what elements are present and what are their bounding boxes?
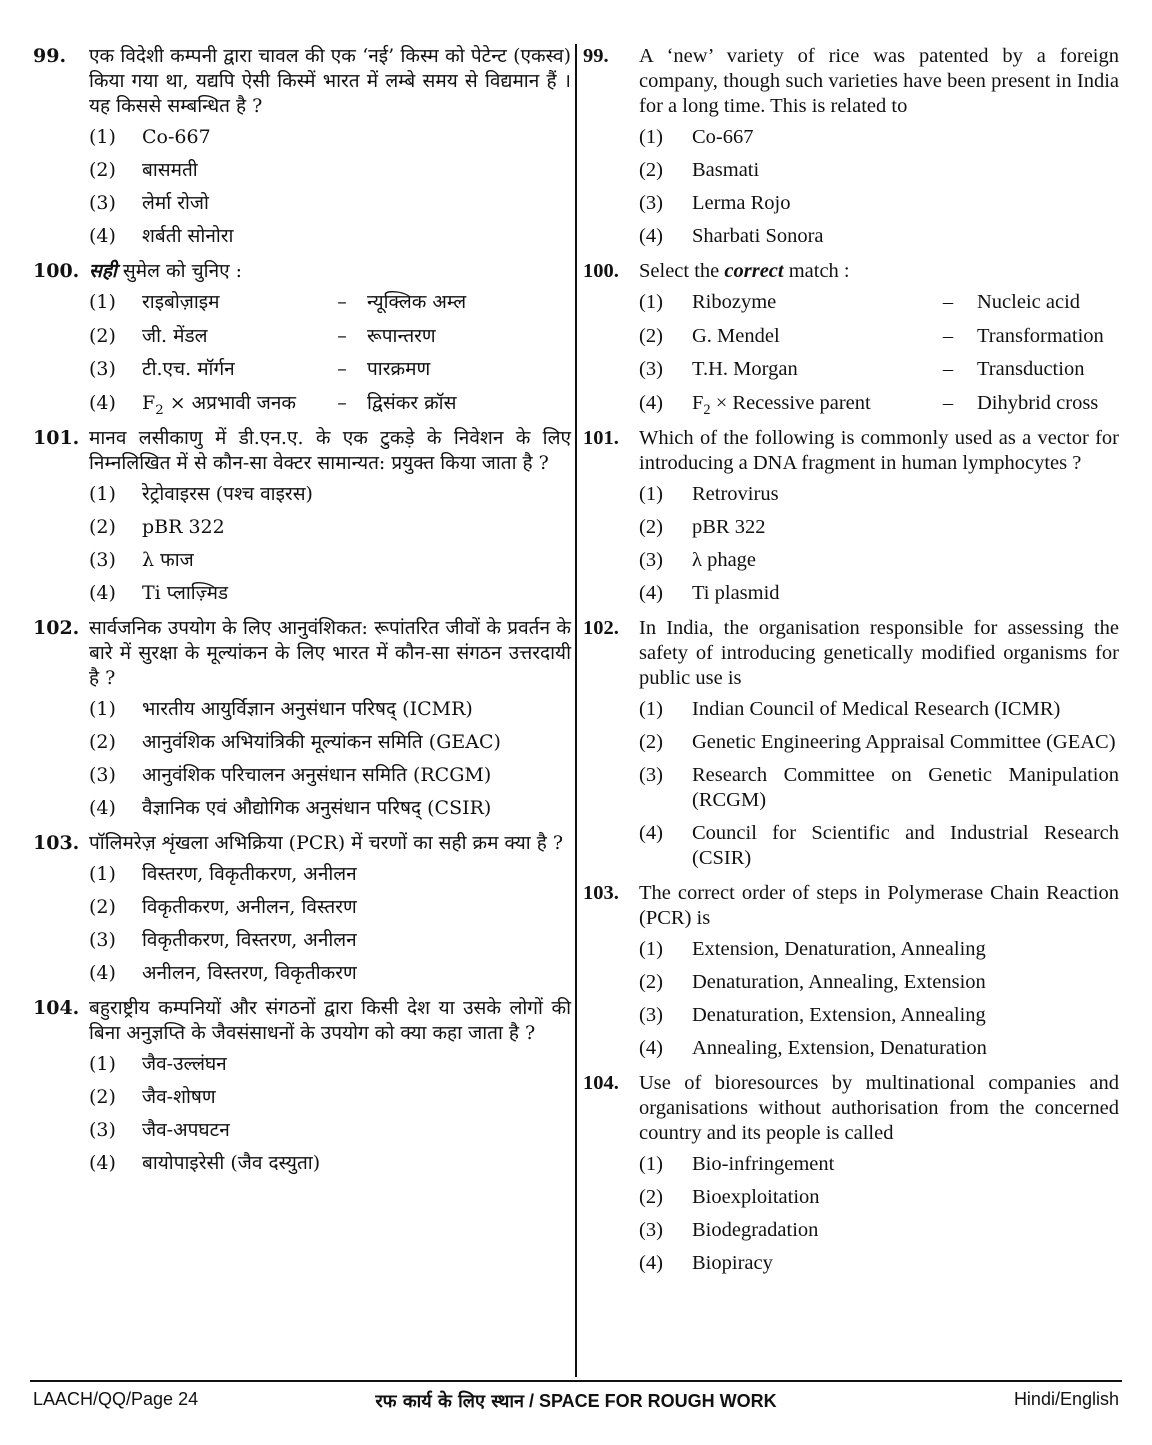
question-number: 102. xyxy=(33,616,80,639)
question-101-en xyxy=(583,426,1119,606)
question-103-hi xyxy=(33,831,571,986)
english-column xyxy=(583,44,1119,1286)
match-row: (1) Ribozyme – Nucleic acid xyxy=(639,291,1081,313)
option: (4) Ti प्लाज़्मिड xyxy=(89,581,229,604)
match-row: (1) राइबोज़ाइम – न्यूक्लिक अम्ल xyxy=(89,291,467,313)
column-divider xyxy=(575,44,577,1377)
match-row: (3) टी.एच. मॉर्गन – पारक्रमण xyxy=(89,358,431,380)
option: (1) Extension, Denaturation, Annealing xyxy=(639,937,986,960)
match-row: (2) G. Mendel – Transformation xyxy=(639,324,1104,347)
question-104-en xyxy=(583,1071,1119,1276)
option: (3) Lerma Rojo xyxy=(639,192,791,214)
option: (4) Biopiracy xyxy=(639,1251,773,1274)
option: (3) Research Committee on Genetic Manipulation (RCGM) xyxy=(639,763,1119,811)
option: (3) Biodegradation xyxy=(639,1218,819,1241)
question-text: Use of bioresources by multinational companies and organisations without authorisation from the concerned country and its people is called xyxy=(639,1071,1119,1144)
hindi-column xyxy=(33,44,571,1186)
question-number: 101. xyxy=(583,426,619,449)
question-text: सही सुमेल को चुनिए : xyxy=(89,260,243,282)
option: (4) अनीलन, विस्तरण, विकृतीकरण xyxy=(89,961,357,984)
option: (1) विस्तरण, विकृतीकरण, अनीलन xyxy=(89,862,357,885)
option: (3) λ फाज xyxy=(89,548,194,571)
match-row: (3) T.H. Morgan – Transduction xyxy=(639,358,1085,380)
option: (2) Genetic Engineering Appraisal Committee (GEAC) xyxy=(639,730,1116,753)
question-text: A ‘new’ variety of rice was patented by a foreign company, though such varieties have been present in India for a long time. This is related to xyxy=(639,45,1119,117)
match-row: (4) $F_2$ × Recessive parent – Dihybrid cross xyxy=(639,391,1099,418)
question-number: 99. xyxy=(583,45,609,67)
option: (1) Indian Council of Medical Research (ICMR) xyxy=(639,697,1061,720)
question-text: In India, the organisation responsible for assessing the safety of introducing genetically modified organisms for public use is xyxy=(639,616,1119,689)
question-103-en xyxy=(583,881,1119,1061)
option: (1) Co-667 xyxy=(89,126,211,148)
option: (1) Bio-infringement xyxy=(639,1152,835,1175)
question-number: 101. xyxy=(33,426,80,449)
question-102-hi xyxy=(33,616,571,821)
option: (1) भारतीय आयुर्विज्ञान अनुसंधान परिषद् (ICMR) xyxy=(89,697,473,720)
option: (2) Bioexploitation xyxy=(639,1185,820,1208)
match-row: (2) जी. मेंडल – रूपान्तरण xyxy=(89,324,436,347)
match-table xyxy=(89,290,571,416)
question-104-hi xyxy=(33,996,571,1176)
language-label: Hindi/English xyxy=(1013,1389,1119,1409)
option: (2) जैव-शोषण xyxy=(89,1085,216,1108)
question-100-en xyxy=(583,259,1119,416)
question-number: 104. xyxy=(33,996,80,1019)
page-code: LAACH/QQ/Page 24 xyxy=(33,1389,199,1409)
question-number: 103. xyxy=(33,831,80,854)
option: (3) लेर्मा रोजो xyxy=(89,192,209,214)
question-number: 102. xyxy=(583,616,619,639)
question-102-en xyxy=(583,616,1119,871)
option: (3) आनुवंशिक परिचालन अनुसंधान समिति (RCGM) xyxy=(89,763,492,786)
question-number: 100. xyxy=(583,260,619,282)
option: (2) विकृतीकरण, अनीलन, विस्तरण xyxy=(89,895,357,918)
option: (1) जैव-उल्लंघन xyxy=(89,1052,227,1075)
option: (3) जैव-अपघटन xyxy=(89,1118,230,1141)
page-footer xyxy=(33,1389,1119,1415)
question-text: Select the correct match : xyxy=(639,260,850,282)
option: (3) λ phage xyxy=(639,548,757,571)
option: (3) विकृतीकरण, विस्तरण, अनीलन xyxy=(89,928,357,951)
option: (2) pBR 322 xyxy=(89,515,225,538)
question-text: एक विदेशी कम्पनी द्वारा चावल की एक ‘नई’ किस्म को पेटेन्ट (एकस्व) किया गया था, यद्यपि ऐसी किस्में भारत में लम्बे समय से विद्यमान हैं । यह किससे सम्बन्धित है ? xyxy=(89,45,571,117)
question-text: सार्वजनिक उपयोग के लिए आनुवंशिकत: रूपांतरित जीवों के प्रवर्तन के बारे में सुरक्षा के मूल्यांकन के लिए भारत में कौन-सा संगठन उत्तरदायी है ? xyxy=(89,616,571,689)
question-number: 104. xyxy=(583,1071,619,1094)
question-99-hi xyxy=(33,44,571,249)
option: (1) रेट्रोवाइरस (पश्च वाइरस) xyxy=(89,482,313,505)
option: (4) Sharbati Sonora xyxy=(639,225,824,247)
question-text: पॉलिमरेज़ शृंखला अभिक्रिया (PCR) में चरणों का सही क्रम क्या है ? xyxy=(89,831,564,854)
question-99-en xyxy=(583,44,1119,249)
question-text: Which of the following is commonly used as a vector for introducing a DNA fragment in human lymphocytes ? xyxy=(639,426,1119,474)
question-number: 99. xyxy=(33,45,67,67)
question-101-hi xyxy=(33,426,571,606)
option: (2) pBR 322 xyxy=(639,515,766,538)
match-table xyxy=(639,290,1119,416)
question-100-hi xyxy=(33,259,571,416)
option: (4) शर्बती सोनोरा xyxy=(89,225,234,247)
option: (2) Denaturation, Annealing, Extension xyxy=(639,970,986,993)
option: (2) Basmati xyxy=(639,159,760,181)
question-number: 103. xyxy=(583,881,619,904)
option: (4) Ti plasmid xyxy=(639,581,780,604)
rough-work-label: रफ कार्य के लिए स्थान / SPACE FOR ROUGH WORK xyxy=(375,1391,777,1412)
question-text: बहुराष्ट्रीय कम्पनियों और संगठनों द्वारा किसी देश या उसके लोगों की बिना अनुज्ञप्ति के जैवसंसाधनों के उपयोग को क्या कहा जाता है ? xyxy=(89,996,571,1044)
footer-rule xyxy=(30,1380,1122,1382)
option: (3) Denaturation, Extension, Annealing xyxy=(639,1003,986,1026)
option: (2) आनुवंशिक अभियांत्रिकी मूल्यांकन समिति (GEAC) xyxy=(89,730,501,753)
option: (1) Retrovirus xyxy=(639,482,779,505)
match-row: (4) $F_2$ × अप्रभावी जनक – द्विसंकर क्रॉस xyxy=(89,391,457,418)
question-text: The correct order of steps in Polymerase Chain Reaction (PCR) is xyxy=(639,881,1119,929)
option: (1) Co-667 xyxy=(639,126,754,148)
question-text: मानव लसीकाणु में डी.एन.ए. के एक टुकड़े के निवेशन के लिए निम्नलिखित में से कौन-सा वेक्टर सामान्यत: प्रयुक्त किया जाता है ? xyxy=(89,426,571,474)
option: (2) बासमती xyxy=(89,159,198,181)
option: (4) Council for Scientific and Industrial Research (CSIR) xyxy=(639,821,1119,869)
option: (4) बायोपाइरेसी (जैव दस्युता) xyxy=(89,1151,321,1174)
question-number: 100. xyxy=(33,260,80,282)
option: (4) वैज्ञानिक एवं औद्योगिक अनुसंधान परिषद् (CSIR) xyxy=(89,796,492,819)
option: (4) Annealing, Extension, Denaturation xyxy=(639,1036,987,1059)
